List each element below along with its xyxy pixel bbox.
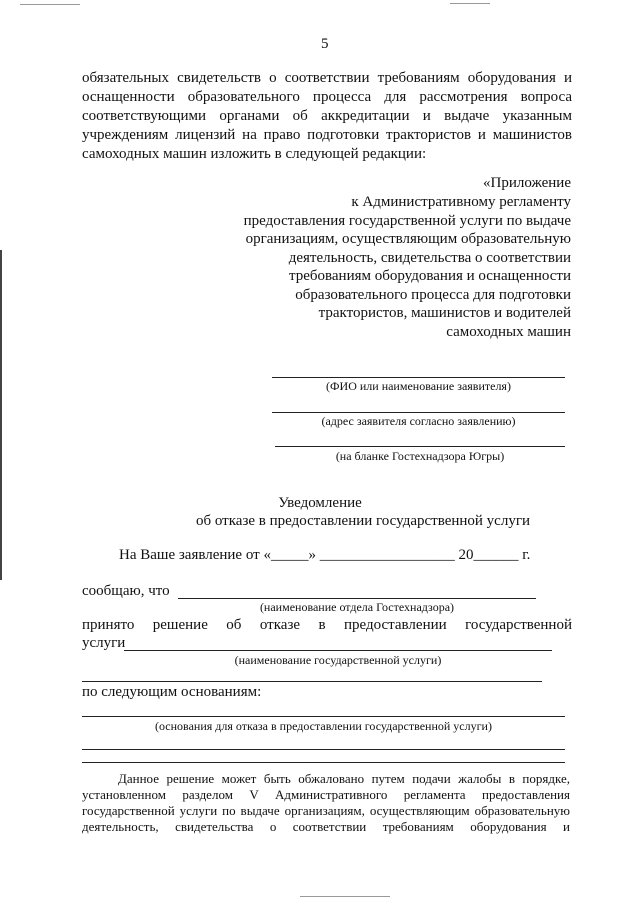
scan-speck: [20, 4, 80, 5]
service-label: услуги: [82, 635, 126, 651]
appendix-line: «Приложение: [482, 175, 571, 191]
appendix-line: трактористов, машинистов и водителей: [318, 305, 571, 321]
notice-title: Уведомление: [278, 495, 362, 511]
applicant-address-line: [272, 412, 565, 413]
appeal-line: Данное решение может быть обжаловано путем подачи жалобы в порядке,: [118, 771, 570, 786]
decision-line: принято решение об отказе в предоставлении государственной: [82, 617, 572, 633]
scan-edge-mark: [0, 250, 2, 580]
appeal-line: деятельность, свидетельства о соответствии требованиям оборудования и: [82, 819, 570, 834]
reasons-line: [82, 716, 565, 717]
appendix-line: организациям, осуществляющим образовательную: [245, 231, 571, 247]
reasons-caption: (основания для отказа в предоставлении государственной услуги): [155, 719, 492, 733]
intro-line: соответствующими органами об аккредитации и выдаче указанным: [82, 108, 572, 124]
applicant-name-caption: (ФИО или наименование заявителя): [326, 379, 511, 393]
service-caption: (наименование государственной услуги): [234, 653, 442, 667]
scan-speck: [450, 3, 490, 4]
notice-subtitle: об отказе в предоставлении государственной услуги: [196, 513, 531, 529]
department-caption: (наименование отдела Гостехнадзора): [259, 600, 455, 614]
intro-line: самоходных машин изложить в следующей редакции:: [82, 146, 427, 162]
appendix-line: предоставления государственной услуги по выдаче: [243, 213, 571, 229]
grounds-label: по следующим основаниям:: [82, 684, 262, 700]
blank-line: [82, 762, 565, 763]
service-line: [124, 650, 552, 651]
inform-label: сообщаю, что: [82, 583, 170, 599]
blank-line: [82, 681, 542, 682]
intro-line: обязательных свидетельств о соответствии требованиям оборудования и: [82, 70, 572, 86]
intro-line: оснащенности образовательного процесса для рассмотрения вопроса: [82, 89, 572, 105]
letterhead-caption: (на бланке Гостехнадзора Югры): [335, 449, 505, 463]
blank-line: [82, 749, 565, 750]
letterhead-line: [275, 446, 565, 447]
application-date-line: На Ваше заявление от «_____» __________________ 20______ г.: [119, 547, 531, 563]
appeal-line: государственной услуги по выдаче организациям, осуществляющим образовательную: [82, 803, 570, 818]
page-number: 5: [321, 36, 329, 52]
intro-line: учреждениям лицензий на право подготовки трактористов и машинистов: [82, 127, 572, 143]
appendix-line: образовательного процесса для подготовки: [295, 287, 571, 303]
appendix-line: к Административному регламенту: [351, 194, 571, 210]
appendix-line: деятельность, свидетельства о соответствии: [288, 250, 571, 266]
appendix-line: требованиям оборудования и оснащенности: [288, 268, 571, 284]
department-line: [178, 598, 536, 599]
applicant-name-line: [272, 377, 565, 378]
appeal-line: установленном разделом V Административного регламента предоставления: [82, 787, 570, 802]
scan-speck: [300, 896, 390, 897]
appendix-line: самоходных машин: [446, 324, 571, 340]
applicant-address-caption: (адрес заявителя согласно заявлению): [321, 414, 516, 428]
